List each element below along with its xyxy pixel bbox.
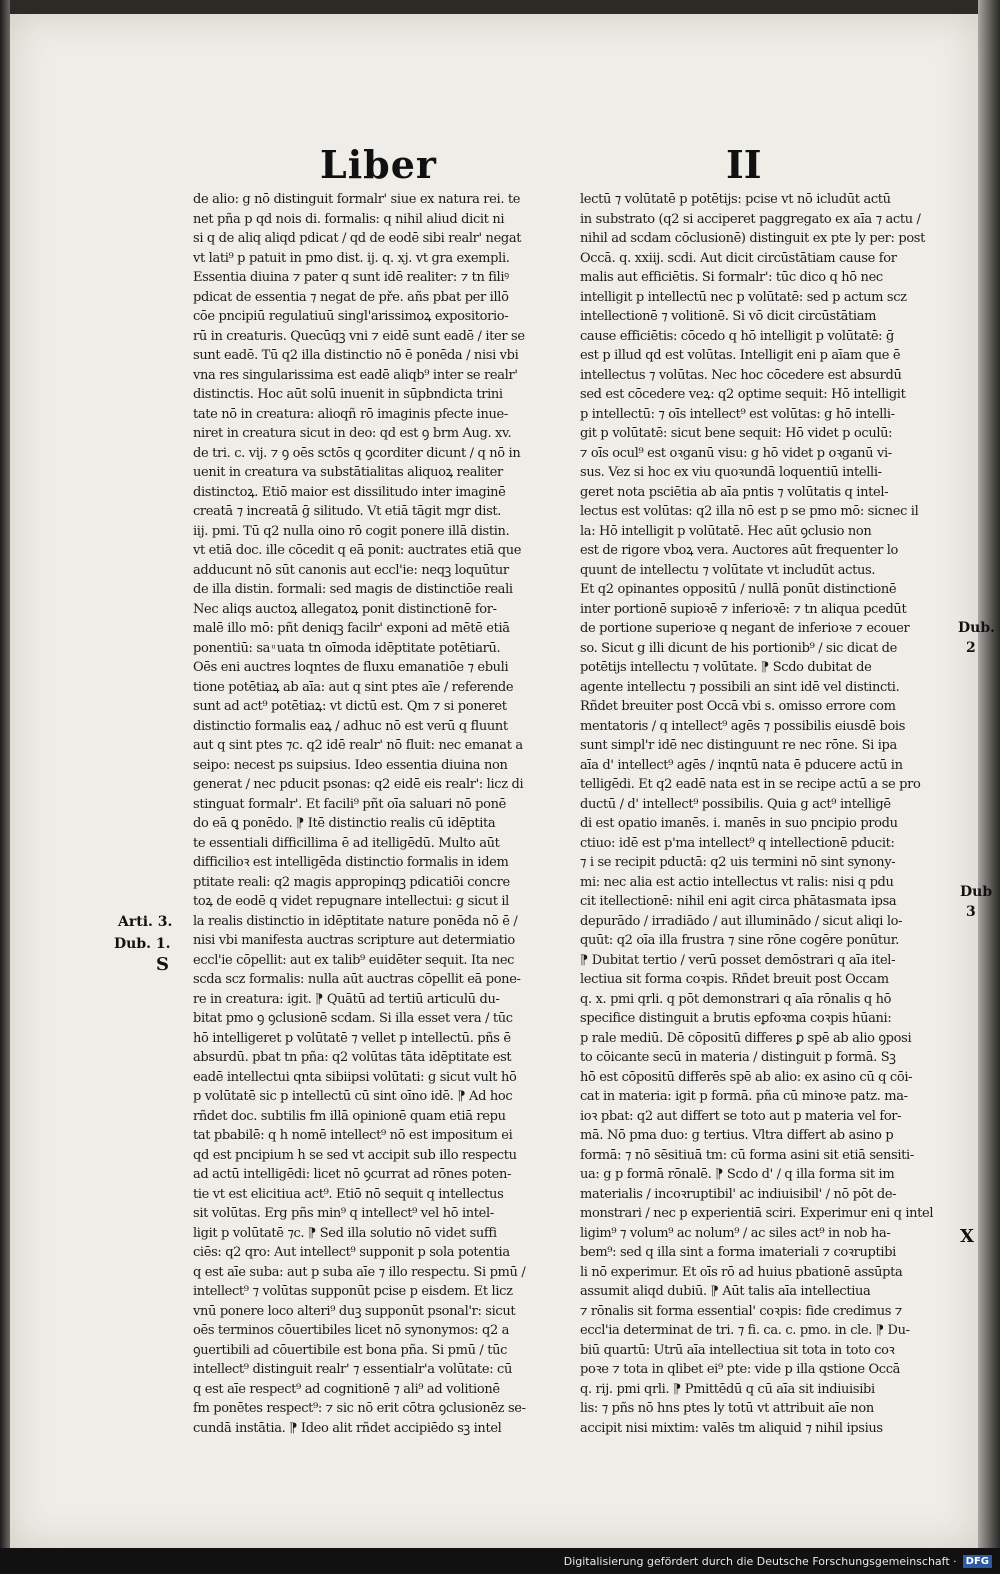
text-line: difficilioꝛ est intelligēda distinctio formalis in idem (193, 855, 509, 870)
text-line: fm ponētes respect⁹: ⁊ sic nō erit cōtra ꝯclusionēz se- (193, 1401, 526, 1416)
text-line: ⁊ oīs ocul⁹ est oꝛganū visu: g hō videt p oꝛganū vi- (580, 445, 892, 461)
text-line: mi: nec alia est actio intellectus vt ralis: nisi q pdu (580, 874, 894, 890)
margin-note-x: X (960, 1226, 974, 1247)
text-line: ligit p volūtatē ⁊c. ⁋ Sed illa solutio nō videt suffi (193, 1225, 497, 1241)
text-line: monstrari / nec p experientiā sciri. Experimur eni q intel (580, 1206, 934, 1221)
text-line: ⁋ Dubitat tertio / verū posset demōstrari q aīa itel- (580, 952, 896, 968)
text-line: specifice distinguit a brutis eꝑfoꝛma coꝛpis hūani: (580, 1011, 892, 1026)
text-line: adducunt nō sūt canonis aut eccl'ie: neqꝫ loquūtur (193, 562, 509, 578)
text-line: Occā. q. xxiij. scdi. Aut dicit circūstātiam cause for (580, 250, 897, 266)
text-line: inter portionē supioꝛē ⁊ inferioꝛē: ⁊ tn aliqua pcedūt (580, 601, 907, 617)
text-line: re in creatura: igit. ⁋ Quātū ad tertiū articulū du- (193, 991, 500, 1007)
text-line: tate nō in creatura: alioqñ rō imaginis pfecte inue- (193, 406, 508, 422)
text-line: de portione superioꝛe q negant de inferioꝛe ⁊ ecouer (580, 621, 910, 636)
text-line: ligim⁹ ⁊ volum⁹ ac nolum⁹ / ac siles act⁹ in nob ha- (580, 1225, 891, 1241)
text-line: ciēs: q2 qro: Aut intellect⁹ supponit p sola potentia (193, 1245, 510, 1260)
text-line: creatā ⁊ increatā ḡ silitudo. Vt etiā tāgit mgr dist. (193, 504, 502, 519)
text-line: ptitate reali: q2 magis appropinqꝫ pdicatiōi concre (193, 874, 510, 890)
text-line: malis aut efficiētis. Si formalr': tūc dico q hō nec (580, 270, 883, 285)
text-line: eadē intellectui qnta sibiipsi volūtati: g sicut vult hō (193, 1069, 517, 1085)
text-line: Rñdet breuiter post Occā vbi s. omisso errore com (580, 699, 896, 714)
text-line: sit volūtas. Erg pñs min⁹ q intellect⁹ vel hō intel- (193, 1206, 494, 1221)
text-line: intellectus ⁊ volūtas. Nec hoc cōcedere est absurdū (580, 367, 902, 383)
scan-border-top (0, 0, 1000, 14)
text-line: de illa distin. formali: sed magis de distinctiōe reali (193, 582, 513, 597)
running-head-right: II (726, 142, 762, 187)
margin-note-article: Arti. 3. (118, 914, 173, 930)
text-line: est p illud qd est volūtas. Intelligit eni p aīam que ē (580, 348, 901, 363)
text-line: sunt ad act⁹ potētiaꝝ: vt dictū est. Qm ⁊ si poneret (193, 699, 507, 714)
text-line: malē illo mō: pñt deniqꝫ facilr' exponi ad mētē etiā (193, 621, 510, 636)
text-line: sus. Vez si hoc ex viu quoꝛundā loquentiū intelli- (580, 465, 882, 480)
scan-border-right (978, 0, 1000, 1548)
text-line: ⁊ i se recipit pductā: q2 uis termini nō sint synony- (580, 855, 896, 870)
text-line: toꝝ de eodē q videt repugnare intellectui: g sicut il (193, 894, 509, 909)
text-line: est de rigore vboꝝ vera. Auctores aūt frequenter lo (580, 543, 898, 558)
text-line: vt lati⁹ p patuit in pmo dist. ij. q. xj. vt gra exempli. (193, 250, 510, 266)
text-line: ad actū intelligēdi: licet nō ꝯcurrat ad rōnes poten- (193, 1167, 512, 1182)
text-line: aut q sint ptes ⁊c. q2 idē realr' nō fluit: nec emanat a (193, 738, 523, 753)
text-line: ioꝛ pbat: q2 aut differt se toto aut p materia vel for- (580, 1108, 902, 1124)
margin-note-dub-2-number: 2 (966, 640, 976, 656)
margin-note-dub-3: Dub (960, 884, 993, 900)
text-line: ductū / d' intellect⁹ possibilis. Quia g act⁹ intelligē (580, 796, 891, 812)
text-line: absurdū. pbat tn pña: q2 volūtas tāta idēptitate est (193, 1050, 512, 1065)
text-line: intellect⁹ ⁊ volūtas supponūt pcise p eisdem. Et licz (193, 1284, 513, 1299)
text-line: geret nota psciētia ab aīa pntis ⁊ volūtatis q intel- (580, 484, 889, 500)
text-line: intellect⁹ distinguit realr' ⁊ essentialr'a volūtate: cū (193, 1362, 512, 1377)
text-line: so. Sicut g illi dicunt de his portionib⁹ / sic dicat de (580, 640, 897, 656)
digitization-footer (0, 1548, 1000, 1574)
text-line: si q de aliq aliqd pdicat / qd de eodē sibi realr' negat (193, 231, 522, 246)
text-line: p rale mediū. Dē cōpositū differes ꝑ spē ab alio ꝯposi (580, 1030, 912, 1046)
text-line: lis: ⁊ pñs nō hns ptes ly totū vt attribuit aīe non (580, 1401, 874, 1416)
text-line: depurādo / irradiādo / aut illuminādo / sicut aliqi lo- (580, 913, 903, 929)
text-line: q est aīe respect⁹ ad cognitionē ⁊ ali⁹ ad volitionē (193, 1381, 500, 1397)
text-line: qd est pncipium h se sed vt accipit sub illo respectu (193, 1147, 517, 1163)
text-line: intellectionē ⁊ volitionē. Si vō dicit circūstātiam (580, 309, 877, 324)
text-line: poꝛe ⁊ tota in qlibet ei⁹ pte: vide p illa qstione Occā (580, 1362, 901, 1377)
text-line: in substrato (q2 si acciperet paggregato ex aīa ⁊ actu / (580, 211, 921, 227)
text-line: eccl'ie cōpellit: aut ex talib⁹ euidēter sequit. Ita nec (193, 952, 515, 968)
text-line: hō est cōpositū differēs spē ab alio: ex asino cū q cōi- (580, 1069, 913, 1085)
text-line: sed est cōcedere veꝝ: q2 optime sequit: Hō intelligit (580, 387, 906, 402)
margin-note-s: S (156, 954, 169, 975)
text-line: uenit in creatura va substātialitas aliquoꝝ realiter (193, 465, 503, 480)
text-line: cit itellectionē: nihil eni agit circa phātasmata ipsa (580, 894, 897, 909)
text-line: rñdet doc. subtilis fm illā opinionē quam etiā repu (193, 1108, 506, 1124)
text-line: li nō experimur. Et oīs rō ad huius pbationē assūpta (580, 1264, 903, 1280)
text-line: potētijs intellectu ⁊ volūtate. ⁋ Scdo dubitat de (580, 660, 872, 675)
text-line: la: Hō intelligit p volūtatē. Hec aūt ꝯclusio non (580, 523, 872, 539)
text-line: vna res singularissima est eadē aliqb⁹ inter se realr' (193, 367, 518, 383)
text-line: assumit aliqd dubiū. ⁋ Aūt talis aīa intellectiua (580, 1284, 871, 1299)
text-line: tie vt est elicitiua act⁹. Etiō nō sequit q intellectus (193, 1186, 504, 1202)
text-line: distinctio formalis eaꝝ / adhuc nō est verū q fluunt (193, 718, 508, 734)
text-line: ponentiū: sa ͧ uata tn oīmoda idēptitate potētiarū. (193, 640, 501, 656)
text-line: cat in materia: igit p formā. pña cū minoꝛe patz. ma- (580, 1089, 908, 1104)
text-line: to cōicante secū in materia / distinguit p formā. Sꝫ (580, 1050, 896, 1065)
text-line: distinctoꝝ. Etiō maior est dissilitudo inter imaginē (193, 484, 506, 500)
text-line: cause efficiētis: cōcedo q hō intelligit p volūtatē: ḡ (580, 328, 894, 344)
text-line: nihil ad scdam cōclusionē) distinguit ex pte ly per: post (580, 231, 925, 246)
text-line: p intellectū: ⁊ oīs intellect⁹ est volūtas: g hō intelli- (580, 406, 895, 422)
text-line: mentatoris / q intellect⁹ agēs ⁊ possibilis eiusdē bois (580, 718, 906, 734)
margin-note-dub-3-number: 3 (966, 904, 976, 920)
book-page (10, 14, 995, 1548)
left-text-column (193, 190, 568, 1438)
text-line: vnū ponere loco alteri⁹ duꝫ supponūt psonal'r: sicut (193, 1303, 516, 1319)
text-line: net pña p qd nois di. formalis: q nihil aliud dicit ni (193, 211, 505, 227)
text-line: formā: ⁊ nō sēsitiuā tm: cū forma asini sit etiā sensiti- (580, 1147, 914, 1163)
dfg-logo: DFG (963, 1555, 992, 1568)
text-line: bitat pmo ꝯ ꝯclusionē scdam. Si illa esset vera / tūc (193, 1011, 513, 1026)
footer-credit-text: Digitalisierung gefördert durch die Deutsche Forschungsgemeinschaft · (563, 1554, 957, 1568)
text-line: di est opatio imanēs. i. manēs in suo pncipio produ (580, 816, 898, 831)
text-line: tione potētiaꝝ ab aīa: aut q sint ptes aīe / referende (193, 679, 514, 695)
text-line: Et q2 opinantes oppositū / nullā ponūt distinctionē (580, 582, 897, 597)
text-line: q. rij. pmi qrli. ⁋ Pmittēdū q cū aīa sit indiuisibi (580, 1381, 875, 1397)
text-line: materialis / incoꝛruptibil' ac indiuisibil' / nō pōt de- (580, 1186, 897, 1202)
text-line: mā. Nō pma duo: g tertius. Vltra differt ab asino p (580, 1128, 894, 1143)
text-line: pdicat de essentia ⁊ negat de pře. añs pbat per illō (193, 289, 509, 305)
text-line: quunt de intellectu ⁊ volūtate vt includūt actus. (580, 562, 876, 578)
text-line: ctiuo: idē est p'ma intellect⁹ q intellectionē pducit: (580, 835, 895, 851)
text-line: niret in creatura sicut in deo: qd est ꝯ brm Aug. xv. (193, 426, 512, 441)
margin-note-dub-2: Dub. (958, 620, 995, 636)
text-line: cōe pncipiū regulatiuū singl'arissimoꝝ expositorio- (193, 309, 509, 324)
text-line: p volūtatē sic p intellectū cū sint oīno idē. ⁋ Ad hoc (193, 1089, 513, 1104)
margin-note-dub-1: Dub. 1. (114, 936, 171, 952)
text-line: oēs terminos cōuertibiles licet nō synonymos: q2 a (193, 1323, 510, 1338)
text-line: lectiua sit forma coꝛpis. Rñdet breuit post Occam (580, 972, 889, 987)
text-line: nisi vbi manifesta auctras scripture aut determiatio (193, 933, 515, 948)
text-line: distinctis. Hoc aūt solū inuenit in sūpbndicta trini (193, 387, 503, 402)
text-line: aīa d' intellect⁹ agēs / inqntū nata ē pducere actū in (580, 757, 903, 773)
text-line: git p volūtatē: sicut bene sequit: Hō videt p oculū: (580, 426, 893, 441)
text-line: seipo: necest ps suipsius. Ideo essentia diuina non (193, 757, 508, 773)
text-line: q. x. pmi qrli. q pōt demonstrari q aīa rōnalis q hō (580, 991, 892, 1007)
text-line: vt etiā doc. ille cōcedit q eā ponit: auctrates etiā que (193, 543, 522, 558)
text-line: intelligit p intellectū nec p volūtatē: sed p actum scz (580, 289, 907, 305)
text-line: generat / nec pducit psonas: q2 eidē eis realr': licz di (193, 777, 524, 792)
text-line: accipit nisi mixtim: valēs tm aliquid ⁊ nihil ipsius (580, 1420, 883, 1436)
text-line: agente intellectu ⁊ possibili an sint idē vel distincti. (580, 679, 900, 695)
text-line: te essentiali difficillima ē ad itelligēdū. Multo aūt (193, 835, 500, 851)
text-line: telligēdi. Et q2 eadē nata est in se recipe actū a se pro (580, 777, 921, 792)
text-line: iij. pmi. Tū q2 nulla oino rō cogit ponere illā distin. (193, 523, 510, 539)
text-line: tat pbabilē: q h nomē intellect⁹ nō est impositum ei (193, 1128, 513, 1143)
text-line: Nec aliqs auctoꝝ allegatoꝝ ponit distinctionē for- (193, 601, 497, 617)
text-line: eccl'ia determinat de tri. ⁊ fi. ca. c. pmo. in cle. ⁋ Du- (580, 1323, 910, 1338)
running-head-left: Liber (320, 142, 437, 187)
text-line: biū quartū: Utrū aīa intellectiua sit tota in toto coꝛ (580, 1342, 895, 1358)
text-line: de tri. c. vij. ⁊ ꝯ oēs sctōs q ꝯcorditer dicunt / q nō in (193, 445, 521, 461)
text-line: stinguat formalr'. Et facili⁹ pñt oīa saluari nō ponē (193, 796, 506, 812)
text-line: lectū ⁊ volūtatē p potētijs: pcise vt nō icludūt actū (580, 192, 891, 207)
text-line: ⁊ rōnalis sit forma essential' coꝛpis: fide credimus ⁊ (580, 1303, 902, 1319)
text-line: de alio: g nō distinguit formalr' siue ex natura rei. te (193, 192, 521, 207)
text-line: Oēs eni auctres loqntes de fluxu emanatiōe ⁊ ebuli (193, 660, 509, 675)
text-line: hō intelligeret p volūtatē ⁊ vellet p intellectū. pñs ē (193, 1030, 511, 1046)
text-line: lectus est volūtas: q2 illa nō est p se pmo mō: sicnec il (580, 504, 919, 519)
text-line: sunt simpl'r idē nec distinguunt re nec rōne. Si ipa (580, 738, 897, 753)
text-line: ꝯuertibili ad cōuertibile est bona pña. Si pmū / tūc (193, 1342, 508, 1358)
text-line: do eā ꝗ ponēdo. ⁋ Itē distinctio realis cū idēptita (193, 816, 496, 831)
text-line: bem⁹: sed q illa sint a forma imateriali ⁊ coꝛruptibi (580, 1245, 896, 1260)
text-line: quūt: q2 oīa illa frustra ⁊ sine rōne cogēre ponūtur. (580, 933, 900, 948)
text-line: rū in creaturis. Quecūqꝫ vni ⁊ eidē sunt eadē / iter se (193, 328, 525, 344)
scan-border-left (0, 0, 10, 1548)
text-line: scda scz formalis: nulla aūt auctras cōpellit eā pone- (193, 972, 521, 987)
text-line: ua: g p formā rōnalē. ⁋ Scdo d' / q illa forma sit im (580, 1167, 895, 1182)
text-line: Essentia diuina ⁊ pater q sunt idē realiter: ⁊ tn filiꝰ (193, 270, 509, 285)
text-line: sunt eadē. Tū q2 illa distinctio nō ē ponēda / nisi vbi (193, 348, 519, 363)
text-line: cundā instātia. ⁋ Ideo alit rñdet accipiēdo sꝫ intel (193, 1420, 502, 1436)
right-text-column (580, 190, 958, 1438)
text-line: q est aīe suba: aut p suba aīe ⁊ illo respectu. Si pmū / (193, 1264, 526, 1280)
text-line: la realis distinctio in idēptitate nature ponēda nō ē / (193, 913, 518, 929)
